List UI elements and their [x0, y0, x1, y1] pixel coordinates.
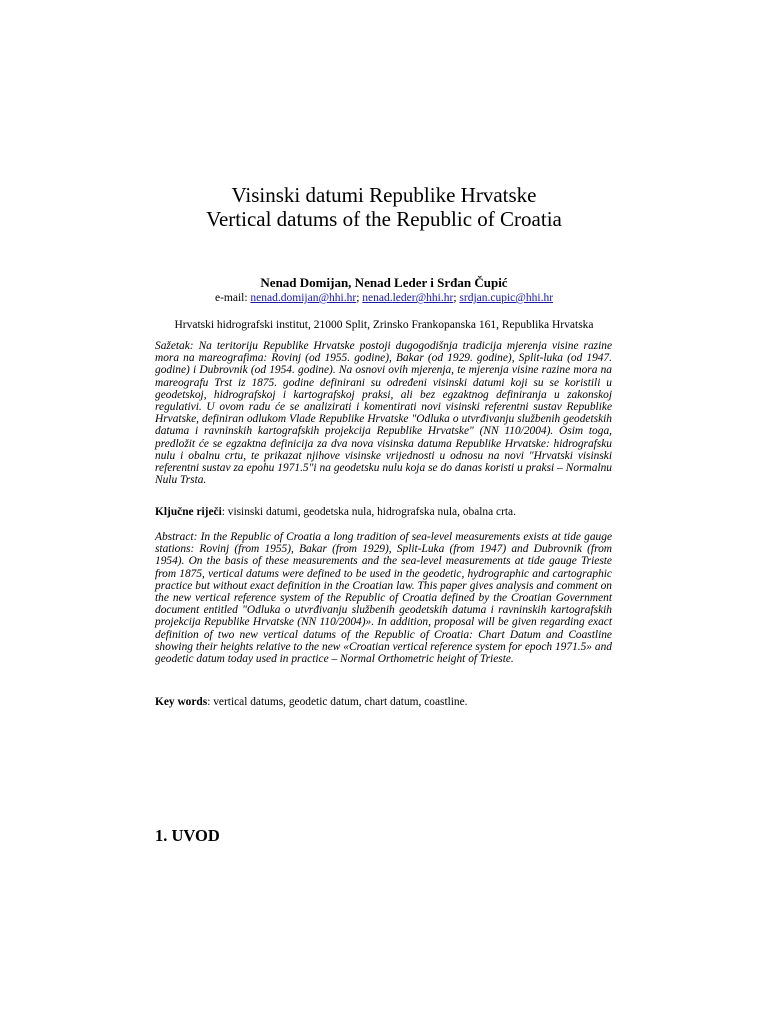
kljucne-rijeci-line — [155, 506, 612, 518]
title-english: Vertical datums of the Republic of Croatia — [206, 207, 562, 231]
abstract-paragraph — [155, 531, 612, 665]
email-line — [0, 291, 768, 305]
sazetak-text: Sažetak: Na teritoriju Republike Hrvatske postoji dugogodišnja tradicija mjerenja visine razine mora na mareografima: Rovinj (od 1955. godine), Bakar (od 1929. godine), Split-luka (od 1947. godine) i Dubrovnik (od 1954. godine). Na osnovi ovih mjerenja, te mjerenja visine razine mora na mareografu Trst iz 1875. godine definirani su određeni visinski datumi koji su se koristili u geodetskoj, hidrografskoj i kartografskoj praksi, ali bez egzaktnog definiranja u zakonskoj regulativi. U ovom radu će se analizirati i komentirati novi visinski referentni sustav Republike Hrvatske, definiran odlukom Vlade Republike Hrvatske "Odluka o utvrđivanju službenih geodetskih datuma i ravninskih kartografskih projekcija Republike Hrvatske" (NN 110/2004). Osim toga, predložit će se egzaktna definicija za dva nova visinska datuma Republike Hrvatske: hidrografsku nulu i obalnu crtu, te prikazat njihove visinske vrijednosti u odnosu na novi "Hrvatski visinski referentni sustav za epohu 1971.5"i na geodetsku nulu koja se do danas koristi u praksi – Normalnu Nulu Trsta. — [155, 340, 612, 487]
email-link-domijan[interactable]: nenad.domijan@hhi.hr — [250, 292, 357, 304]
email-separator: ; — [356, 292, 363, 304]
kljucne-rijeci-label: Ključne riječi — [155, 506, 222, 518]
keywords-text: : vertical datums, geodetic datum, chart datum, coastline. — [207, 696, 468, 708]
email-link-leder[interactable]: nenad.leder@hhi.hr — [362, 292, 454, 304]
abstract-text: Abstract: In the Republic of Croatia a long tradition of sea-level measurements exists at tide gauge stations: Rovinj (from 1955), Bakar (from 1929), Split-Luka (from 1947) and Dubrovnik (from 1954). On the basis of these measurements and the sea-level measurements at tide gauge Trieste from 1875, vertical datums were defined to be used in the geodetic, hydrographic and cartographic practice but without exact definition in the Croatian law. This paper gives analysis and comment on the new vertical reference system of the Republic of Croatia defined by the Croatian Government document entitled "Odluka o utvrđivanju službenih geodetskih datuma i ravninskih kartografskih projekcija Republike Hrvatske (NN 110/2004)». In addition, proposal will be given regarding exact definition of two new vertical datums of the Republic of Croatia: Chart Datum and Coastline showing their heights relative to the new «Croatian vertical reference system for epoch 1971.5» and geodetic datum today used in practice – Normal Orthometric height of Trieste. — [155, 531, 612, 666]
email-link-cupic[interactable]: srdjan.cupic@hhi.hr — [459, 292, 554, 304]
sazetak-paragraph — [155, 340, 612, 486]
title-croatian: Visinski datumi Republike Hrvatske — [231, 183, 537, 207]
email-separator: ; — [453, 292, 460, 304]
keywords-label: Key words — [155, 696, 208, 708]
kljucne-rijeci-text: : visinski datumi, geodetska nula, hidrografska nula, obalna crta. — [221, 506, 516, 518]
authors-line: Nenad Domijan, Nenad Leder i Srđan Čupić — [260, 275, 508, 290]
keywords-line — [155, 696, 612, 708]
affiliation: Hrvatski hidrografski institut, 21000 Split, Zrinsko Frankopanska 161, Republika Hrvatska — [174, 319, 594, 331]
section-heading: 1. UVOD — [155, 826, 220, 845]
email-prefix: e-mail: — [214, 292, 251, 304]
